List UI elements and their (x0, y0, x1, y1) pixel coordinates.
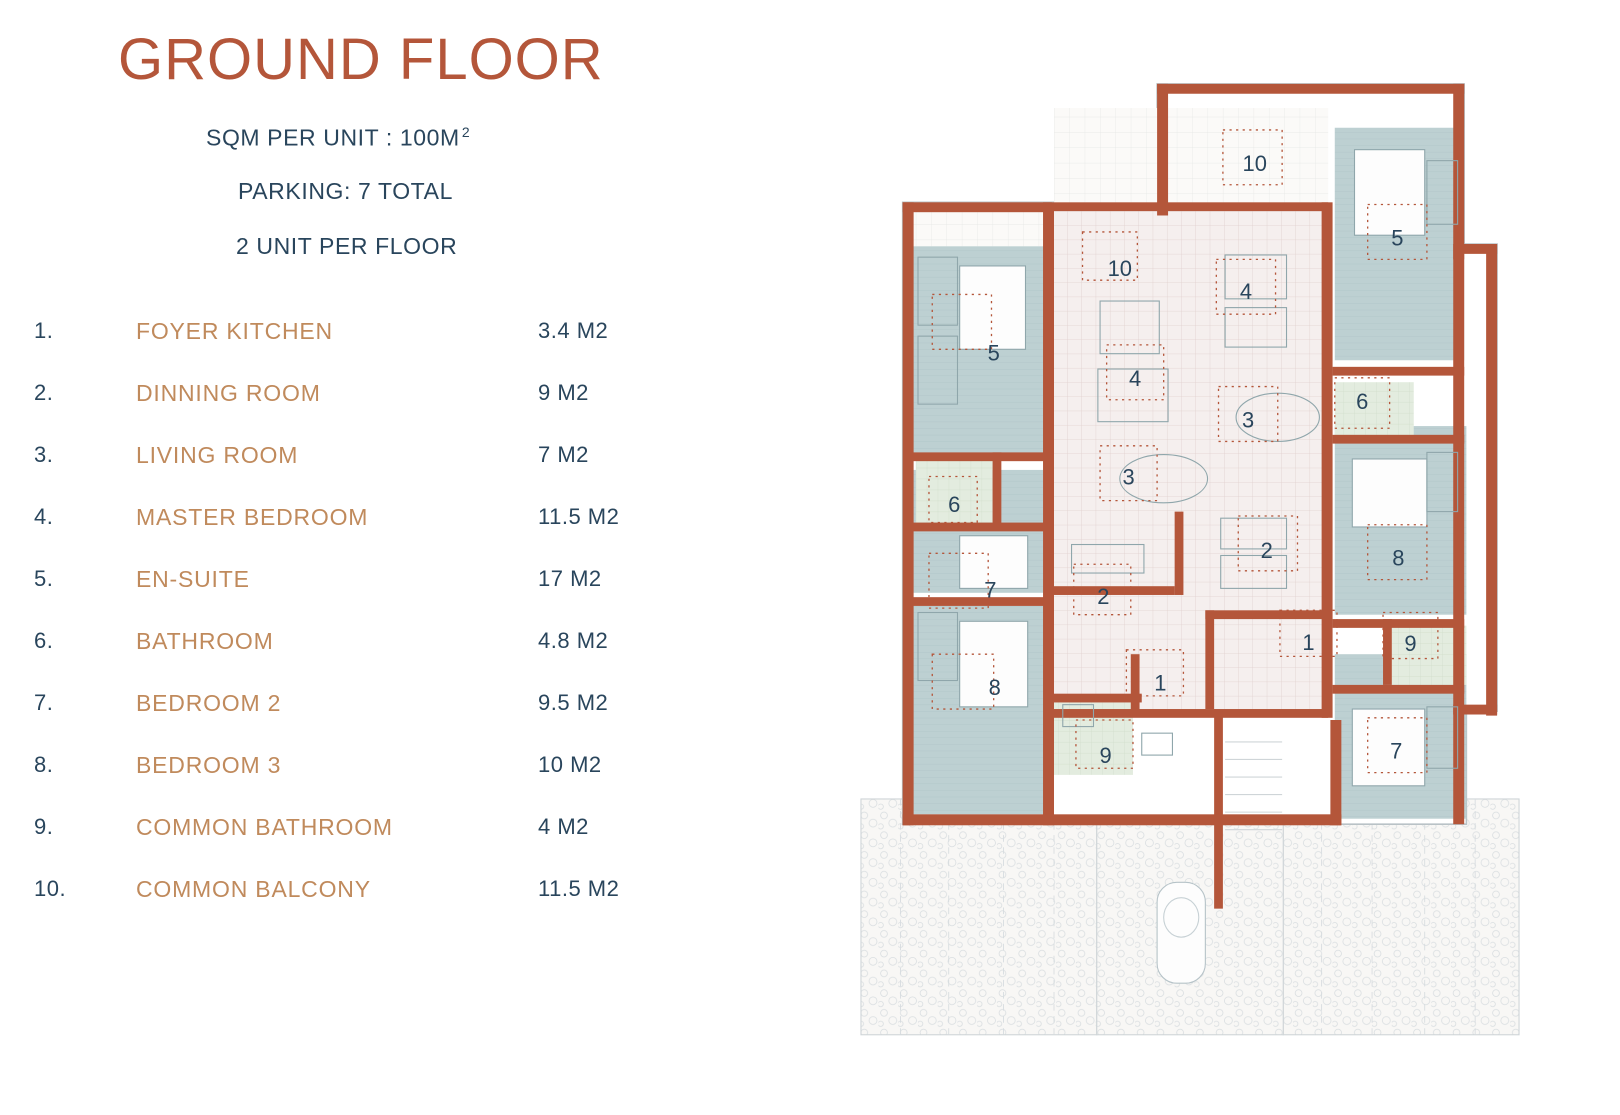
legend-label: DINNING ROOM (136, 380, 321, 406)
room-tag: 5 (987, 340, 1000, 366)
room-tag: 4 (1239, 279, 1253, 305)
legend-number: 8. (34, 752, 54, 777)
legend-area: 11.5 M2 (538, 876, 620, 901)
legend-area: 9.5 M2 (538, 690, 609, 715)
info-panel (0, 0, 760, 1115)
room-tag: 1 (1154, 670, 1167, 696)
room-tag: 7 (1390, 738, 1403, 764)
legend-label: MASTER BEDROOM (136, 504, 369, 530)
legend-label: LIVING ROOM (136, 442, 299, 468)
legend-list (0, 308, 760, 928)
room-tag: 4 (1129, 365, 1142, 391)
legend-number: 7. (34, 690, 54, 715)
legend-number: 6. (34, 628, 54, 653)
room-tag: 6 (1356, 388, 1369, 414)
page-title: GROUND FLOOR (118, 27, 604, 92)
room-tag: 9 (1404, 631, 1417, 657)
room-tag: 9 (1099, 743, 1112, 769)
list-item (0, 308, 760, 370)
legend-area: 3.4 M2 (538, 318, 609, 343)
room-tag: 3 (1242, 407, 1255, 433)
legend-area: 4.8 M2 (538, 628, 609, 653)
legend-area: 17 M2 (538, 566, 602, 591)
floor-plan-svg (770, 40, 1610, 1060)
legend-label: EN-SUITE (136, 566, 250, 592)
legend-area: 10 M2 (538, 752, 602, 777)
legend-area: 9 M2 (538, 380, 589, 405)
room-tag: 10 (1242, 150, 1267, 176)
legend-label: BATHROOM (136, 628, 274, 654)
room-tag: 6 (948, 491, 961, 517)
room-tag: 8 (988, 675, 1001, 701)
legend-area: 4 M2 (538, 814, 589, 839)
room-tag: 1 (1302, 630, 1315, 656)
list-item (0, 370, 760, 432)
summary-sqm-superscript: 2 (461, 124, 471, 140)
legend-area: 7 M2 (538, 442, 589, 467)
room-tag: 2 (1097, 584, 1110, 610)
summary-sqm-text: SQM PER UNIT : 100M (206, 124, 460, 151)
list-item (0, 680, 760, 742)
legend-area: 11.5 M2 (538, 504, 620, 529)
legend-number: 9. (34, 814, 54, 839)
legend-number: 10. (34, 876, 67, 901)
legend-label: BEDROOM 2 (136, 690, 282, 716)
room-tag: 2 (1260, 537, 1273, 563)
legend-number: 1. (34, 318, 54, 343)
list-item (0, 618, 760, 680)
list-item (0, 556, 760, 618)
list-item (0, 866, 760, 928)
legend-number: 3. (34, 442, 54, 467)
floor-plan-drawing (770, 40, 1610, 1060)
room-tag: 3 (1122, 464, 1135, 490)
summary-parking: PARKING: 7 TOTAL (238, 178, 453, 204)
room-tag: 7 (984, 577, 997, 603)
legend-number: 2. (34, 380, 54, 405)
legend-label: BEDROOM 3 (136, 752, 282, 778)
list-item (0, 494, 760, 556)
summary-sqm-per-unit (206, 124, 470, 152)
legend-label: COMMON BATHROOM (136, 814, 393, 840)
room-tag: 10 (1107, 256, 1133, 282)
legend-number: 5. (34, 566, 54, 591)
list-item (0, 742, 760, 804)
legend-label: COMMON BALCONY (136, 876, 371, 902)
room-tag: 8 (1392, 545, 1405, 571)
list-item (0, 432, 760, 494)
room-tag: 5 (1391, 225, 1404, 251)
legend-label: FOYER KITCHEN (136, 318, 333, 344)
legend-number: 4. (34, 504, 54, 529)
list-item (0, 804, 760, 866)
summary-units-per-floor: 2 UNIT PER FLOOR (236, 233, 458, 259)
